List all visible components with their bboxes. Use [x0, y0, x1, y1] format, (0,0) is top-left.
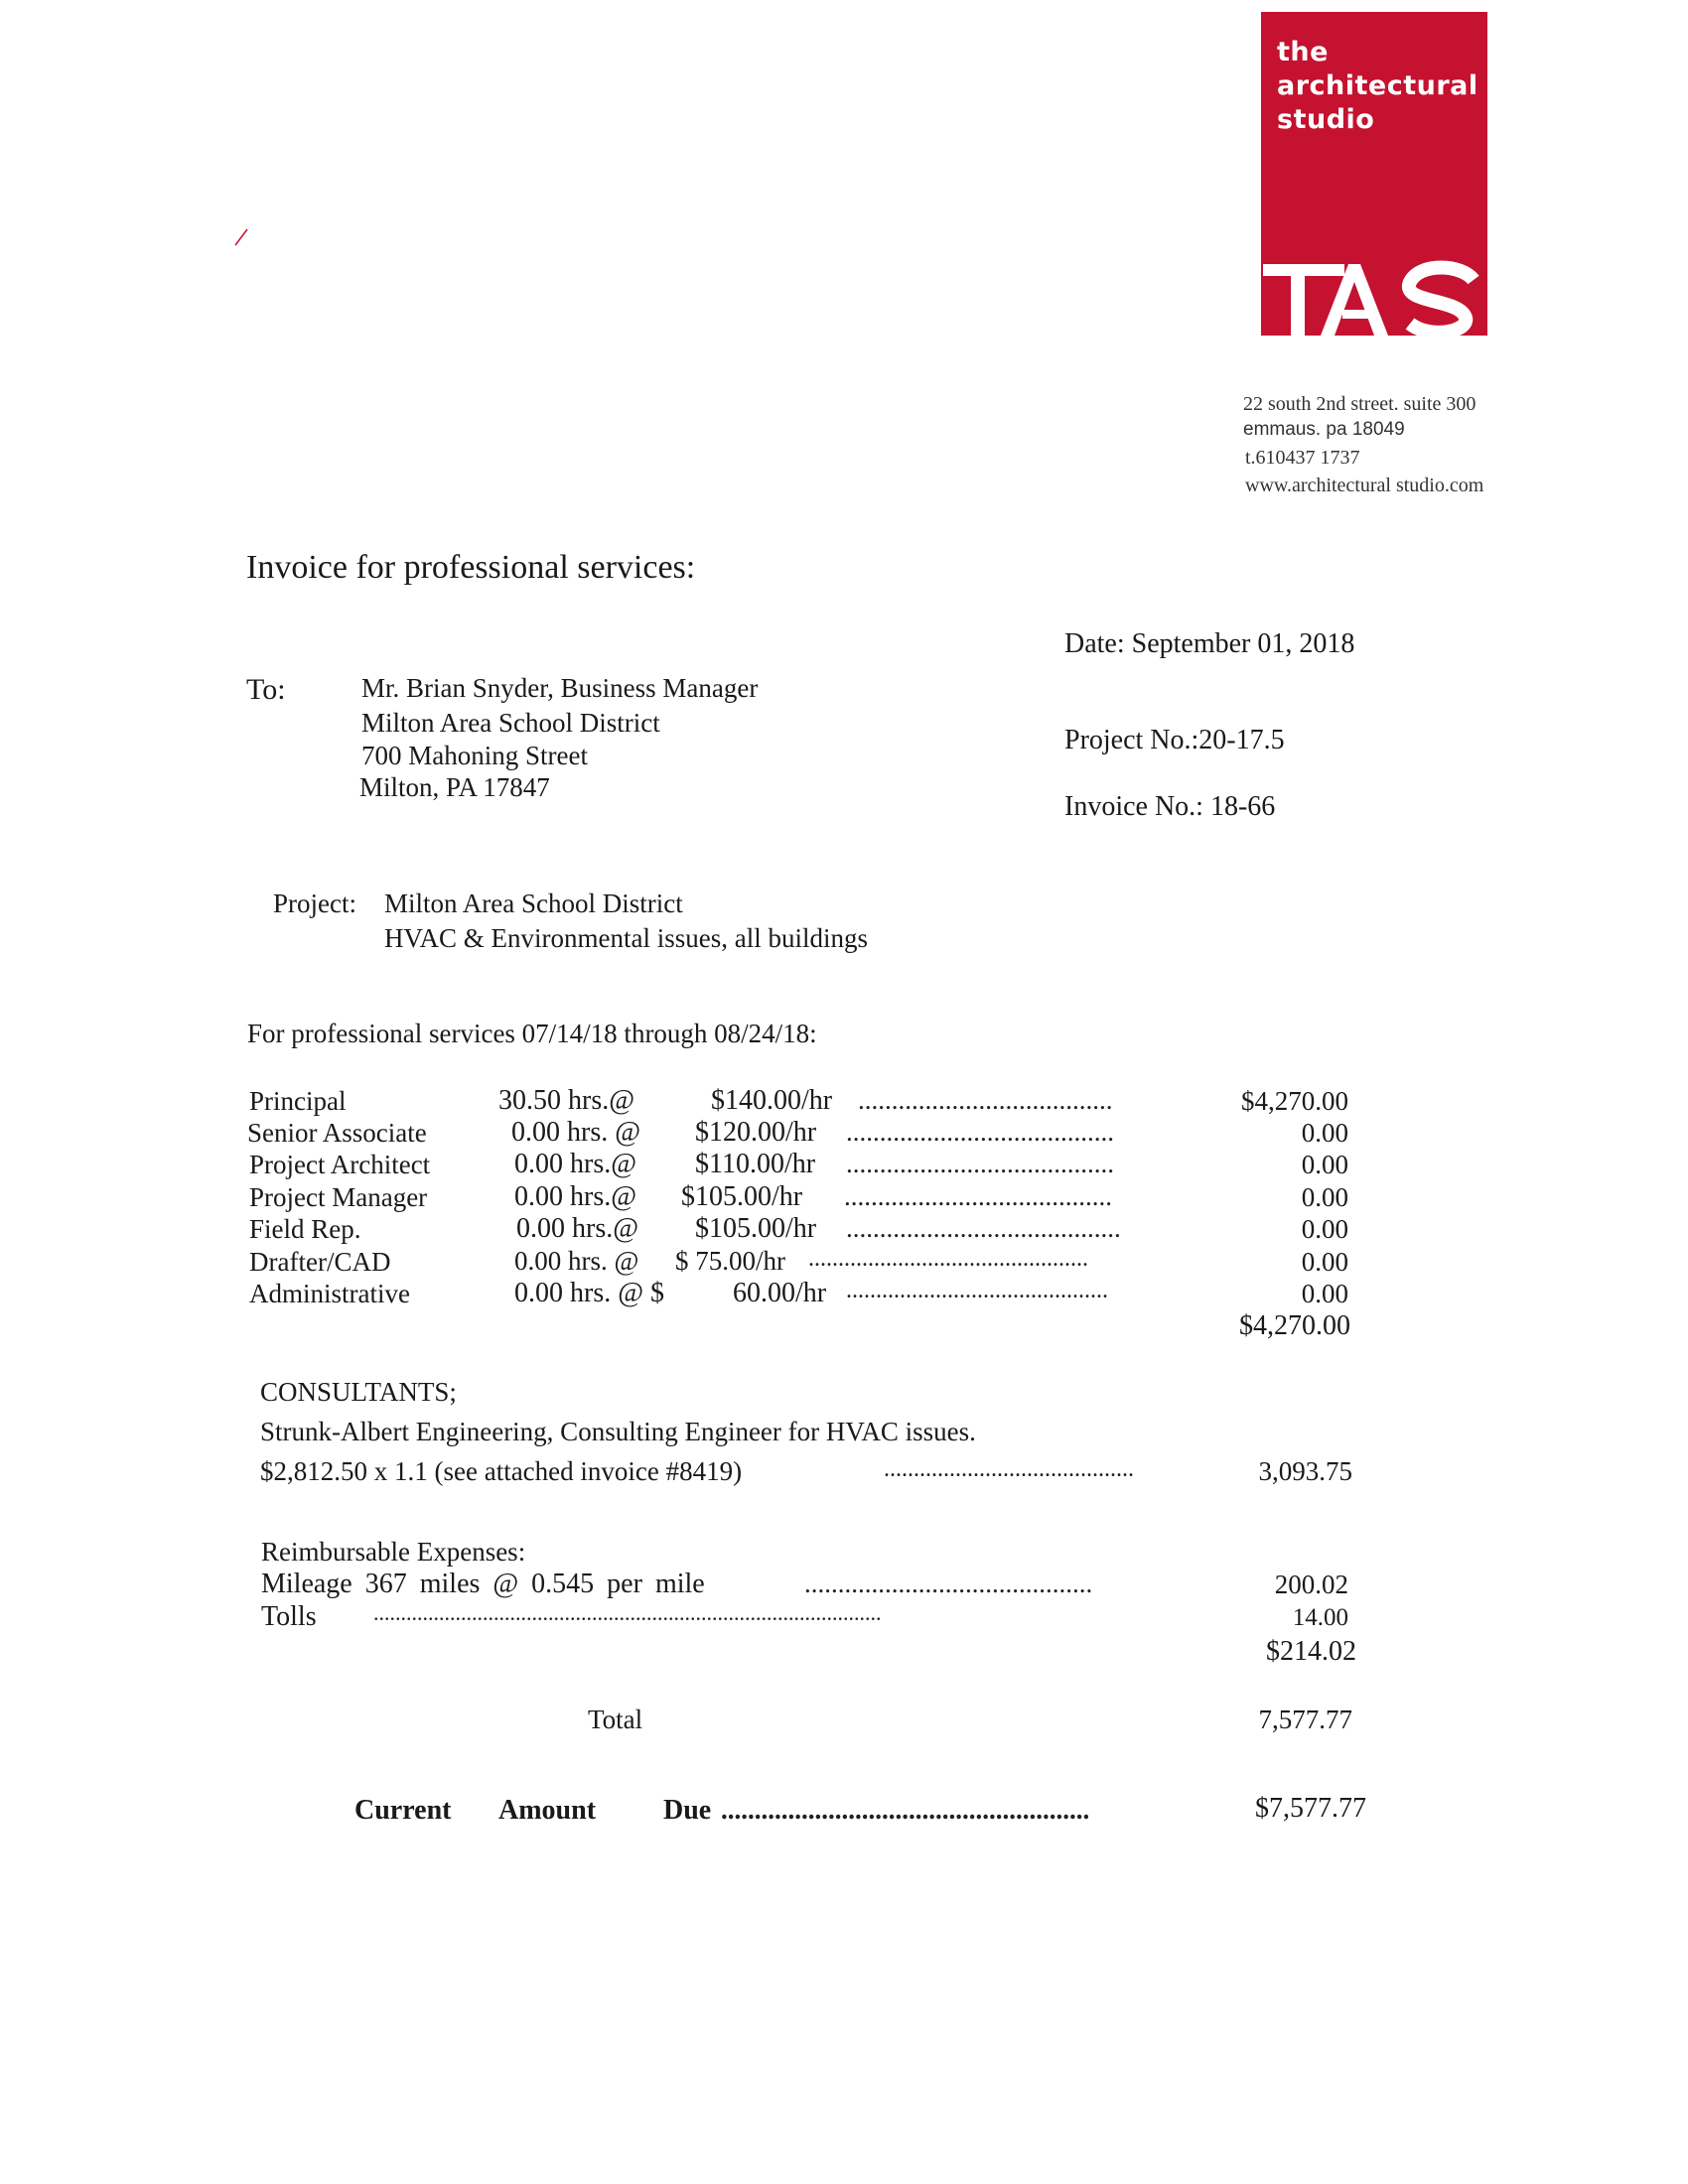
service-role: Drafter/CAD — [249, 1247, 391, 1277]
service-role: Project Architect — [249, 1150, 431, 1179]
leader-dots: ............................................................................................. — [373, 1600, 882, 1625]
tas-monogram-icon — [1261, 240, 1487, 336]
service-hours: 0.00 hrs.@ — [514, 1181, 637, 1212]
address-city: emmaus. pa 18049 — [1243, 419, 1405, 440]
service-hours: 30.50 hrs.@ — [498, 1085, 635, 1116]
leader-dots: ......................................... — [846, 1213, 1121, 1243]
service-amount: 0.00 — [1301, 1118, 1348, 1148]
project-description: HVAC & Environmental issues, all buildings — [384, 923, 868, 953]
project-label: Project: — [273, 888, 356, 918]
service-rate: $120.00/hr — [695, 1117, 817, 1148]
leader-dots: ........................................ — [846, 1117, 1114, 1147]
service-role: Senior Associate — [247, 1118, 427, 1148]
consultants-header: CONSULTANTS; — [260, 1377, 457, 1407]
service-hours: 0.00 hrs.@ — [514, 1149, 637, 1179]
reimbursable-header: Reimbursable Expenses: — [261, 1537, 526, 1567]
service-rate: $ 75.00/hr — [675, 1246, 785, 1276]
service-amount: 0.00 — [1301, 1214, 1348, 1244]
service-rate: $110.00/hr — [695, 1149, 816, 1179]
leader-dots: ............................................... — [808, 1246, 1088, 1272]
service-role: Field Rep. — [249, 1214, 361, 1244]
stray-pen-mark-icon — [234, 228, 248, 246]
service-rate: $140.00/hr — [711, 1085, 833, 1116]
to-label: To: — [246, 673, 286, 706]
consultant-amount: 3,093.75 — [1258, 1456, 1352, 1486]
invoice-title: Invoice for professional services: — [246, 549, 696, 586]
consultant-description: Strunk-Albert Engineering, Consulting Engineer for HVAC issues. — [260, 1417, 976, 1446]
service-hours: 0.00 hrs.@ — [516, 1213, 639, 1244]
service-role: Project Manager — [249, 1182, 428, 1212]
service-hours: 0.00 hrs. @ — [511, 1117, 641, 1148]
service-role: Administrative — [249, 1279, 410, 1308]
leader-dots: ...................................... — [858, 1085, 1113, 1115]
consultant-calculation: $2,812.50 x 1.1 (see attached invoice #8419) — [260, 1456, 743, 1486]
leader-dots: ........................................... — [804, 1569, 1093, 1598]
service-rate: $105.00/hr — [695, 1213, 817, 1244]
amount-due: $7,577.77 — [1255, 1793, 1366, 1824]
service-hours: 0.00 hrs. @ — [514, 1246, 639, 1276]
leader-dots: ............................................ — [846, 1278, 1108, 1303]
service-amount: $4,270.00 — [1241, 1086, 1348, 1116]
address-street: 22 south 2nd street. suite 300 — [1243, 393, 1477, 415]
due-label-current: Current — [354, 1795, 452, 1826]
mileage-amount: 200.02 — [1274, 1570, 1348, 1599]
service-amount: 0.00 — [1301, 1279, 1348, 1308]
recipient-street: 700 Mahoning Street — [361, 741, 588, 770]
due-label-due: Due — [663, 1795, 712, 1826]
total-label: Total — [588, 1705, 643, 1734]
company-logo — [1261, 12, 1487, 336]
mileage-description: Mileage 367 miles @ 0.545 per mile — [261, 1569, 705, 1599]
service-rate: $105.00/hr — [681, 1181, 803, 1212]
logo-wordmark — [1277, 36, 1478, 137]
leader-dots: ........................................ — [846, 1149, 1114, 1178]
tolls-amount: 14.00 — [1292, 1604, 1348, 1631]
recipient-name: Mr. Brian Snyder, Business Manager — [361, 673, 759, 703]
service-amount: 0.00 — [1301, 1247, 1348, 1277]
logo-line-the: the — [1277, 37, 1329, 68]
service-hours: 0.00 hrs. @ $ — [514, 1278, 665, 1308]
service-amount: 0.00 — [1301, 1150, 1348, 1179]
logo-line-studio: studio — [1277, 104, 1375, 135]
service-role: Principal — [249, 1086, 347, 1116]
service-amount: 0.00 — [1301, 1182, 1348, 1212]
leader-dots: ........................................ — [844, 1181, 1112, 1211]
leader-dots: ....................................................... — [721, 1795, 1090, 1825]
logo-line-architectural: architectural — [1277, 70, 1478, 101]
project-name: Milton Area School District — [384, 888, 683, 918]
address-phone: t.610437 1737 — [1245, 447, 1360, 469]
address-website: www.architectural studio.com — [1245, 475, 1484, 496]
reimbursable-subtotal: $214.02 — [1266, 1636, 1356, 1667]
due-label-amount: Amount — [498, 1795, 597, 1826]
services-period: For professional services 07/14/18 through 08/24/18: — [247, 1019, 817, 1048]
recipient-city: Milton, PA 17847 — [359, 772, 550, 802]
service-rate: 60.00/hr — [733, 1278, 827, 1308]
invoice-date: Date: September 01, 2018 — [1064, 628, 1355, 659]
tolls-label: Tolls — [261, 1601, 317, 1632]
leader-dots: .......................................... — [884, 1456, 1134, 1482]
project-number: Project No.:20-17.5 — [1064, 725, 1285, 755]
services-subtotal: $4,270.00 — [1239, 1310, 1350, 1341]
invoice-number: Invoice No.: 18-66 — [1064, 791, 1276, 822]
total-amount: 7,577.77 — [1258, 1705, 1352, 1734]
recipient-organization: Milton Area School District — [361, 708, 660, 738]
